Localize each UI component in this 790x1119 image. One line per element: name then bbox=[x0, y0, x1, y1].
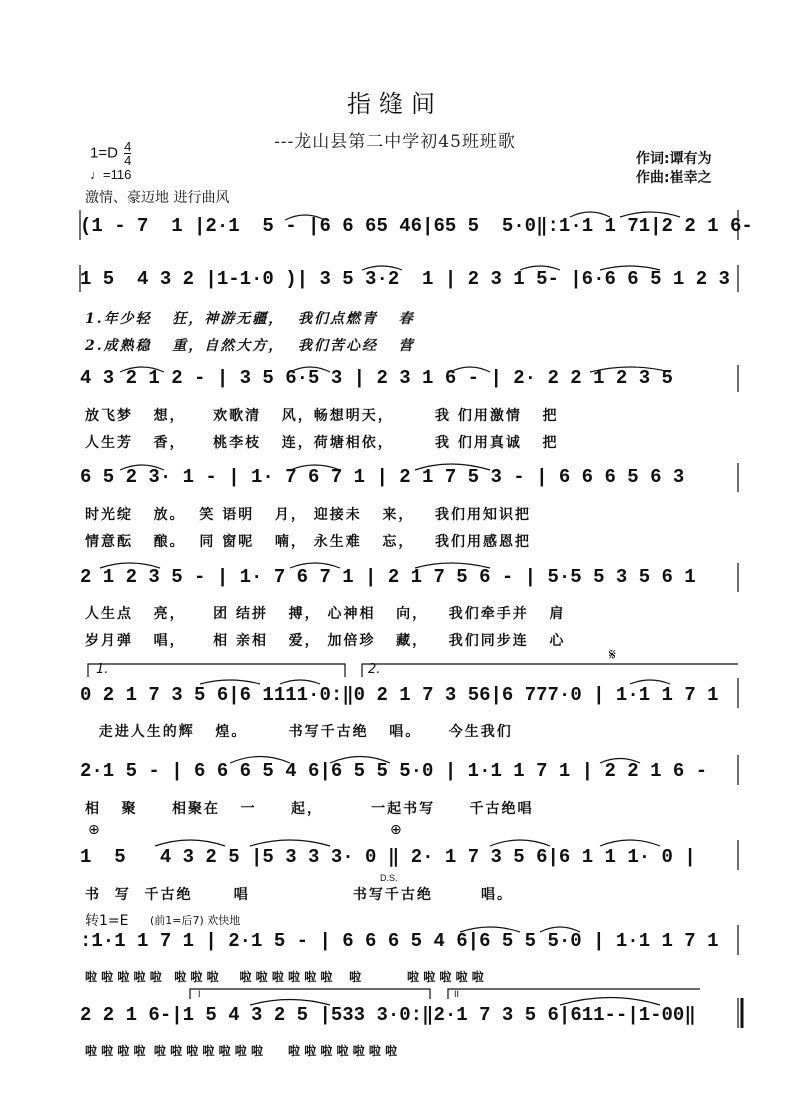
key-label: 1=D bbox=[90, 144, 118, 162]
lyrics-row-5-verse-1: 人生点 亮， 团 结拼 搏， 心神相 向， 我们牵手并 肩 bbox=[85, 606, 566, 622]
music-row-2: 1 5 4 3 2 |1-1·0 )| 3 5 3·2 1 | 2 3 1 5- |6·6 6 5 1 2 3 bbox=[80, 268, 730, 290]
dal-segno-mark: D.S. bbox=[380, 873, 398, 883]
volta-i-label: I bbox=[198, 989, 201, 999]
volta-ii-label: II bbox=[454, 989, 460, 999]
modulation-mark: 转1=E bbox=[85, 913, 129, 929]
coda-icon: ⊕ bbox=[88, 822, 100, 838]
lyrics-row-2-verse-1: 1.年少轻 狂，神游无疆， 我们点燃青 春 bbox=[85, 311, 415, 327]
lyrics-row-9: 啦 啦 啦 啦 啦 啦 啦 啦 啦 啦 啦 啦 啦 啦 啦 啦 啦 啦 啦 啦 bbox=[85, 970, 484, 984]
lyrics-row-5-verse-2: 岁月弹 唱， 相 亲相 爱， 加倍珍 藏， 我们同步连 心 bbox=[85, 633, 566, 649]
lyrics-row-8: 书 写 千古绝 唱 书写千古绝 唱。 bbox=[85, 887, 513, 903]
music-row-6: 0 2 1 7 3 5 6|6 1111·0:‖0 2 1 7 3 56|6 777·0 | 1·1 1 7 1 bbox=[80, 684, 719, 706]
lyrics-row-2-verse-2: 2.成熟稳 重，自然大方， 我们苦心经 营 bbox=[85, 338, 415, 354]
volta-1-label: 1. bbox=[96, 662, 109, 677]
lyrics-row-4-verse-2: 情意酝 酿。 同 窗呢 喃， 永生难 忘， 我们用感恩把 bbox=[85, 534, 531, 550]
song-subtitle: ---龙山县第二中学初45班班歌 bbox=[274, 132, 516, 152]
music-row-9: :1·1 1 7 1 | 2·1 5 - | 6 6 6 5 4 6|6 5 5 5·0 | 1·1 1 7 1 bbox=[80, 930, 719, 952]
modulation-note: (前1=后7) 欢快地 bbox=[150, 914, 241, 927]
lyricist-credit: 作词:谭有为 bbox=[636, 151, 712, 167]
volta-2-label: 2. bbox=[368, 662, 381, 677]
performance-style: 激情、豪迈地 进行曲风 bbox=[85, 190, 230, 206]
composer-credit: 作曲:崔幸之 bbox=[636, 170, 712, 186]
lyrics-row-3-verse-2: 人生芳 香， 桃李枝 连，荷塘相依， 我 们用真诚 把 bbox=[85, 435, 559, 451]
tempo-value: =116 bbox=[103, 167, 132, 182]
song-title: 指缝间 bbox=[347, 90, 443, 118]
lyrics-row-7: 相 聚 相聚在 一 起， 一起书写 千古绝唱 bbox=[85, 801, 534, 817]
time-numerator: 4 bbox=[124, 139, 132, 154]
music-row-1: (1 - 7 1 |2·1 5 - |6 6 65 46|65 5 5·0‖:1·1 1 71|2 2 1 6- bbox=[80, 215, 753, 237]
coda-icon-2: ⊕ bbox=[390, 822, 402, 838]
music-row-10: 2 2 1 6-|1 5 4 3 2 5 |533 3·0:‖2·1 7 3 5 6|611--|1-00‖ bbox=[80, 1004, 696, 1026]
lyrics-row-10: 啦 啦 啦 啦 啦 啦 啦 啦 啦 啦 啦 啦 啦 啦 啦 啦 啦 啦 bbox=[85, 1044, 398, 1058]
lyrics-row-3-verse-1: 放飞梦 想， 欢歌清 风，畅想明天， 我 们用激情 把 bbox=[85, 408, 559, 424]
music-row-4: 6 5 2 3· 1 - | 1· 7 6 7 1 | 2 1 7 5 3 - | 6 6 6 5 6 3 bbox=[80, 466, 685, 488]
lyrics-row-6: 走进人生的辉 煌。 书写千古绝 唱。 今生我们 bbox=[85, 724, 513, 740]
quarter-note-icon: ♩ bbox=[90, 167, 103, 182]
music-row-5: 2 1 2 3 5 - | 1· 7 6 7 1 | 2 1 7 5 6 - | 5·5 5 3 5 6 1 bbox=[80, 566, 696, 588]
lyrics-row-4-verse-1: 时光绽 放。 笑 语明 月， 迎接未 来， 我们用知识把 bbox=[85, 507, 531, 523]
music-row-7: 2·1 5 - | 6 6 6 5 4 6|6 5 5 5·0 | 1·1 1 7 1 | 2 2 1 6 - bbox=[80, 760, 708, 782]
music-row-8: 1 5 4 3 2 5 |5 3 3 3· 0 ‖ 2· 1 7 3 5 6|6 1 1 1· 0 | bbox=[80, 846, 696, 868]
music-row-3: 4 3 2 1 2 - | 3 5 6·5 3 | 2 3 1 6 - | 2· 2 2 1 2 3 5 bbox=[80, 367, 673, 389]
segno-icon: 𝄋 bbox=[609, 645, 616, 664]
time-denominator: 4 bbox=[124, 153, 132, 168]
